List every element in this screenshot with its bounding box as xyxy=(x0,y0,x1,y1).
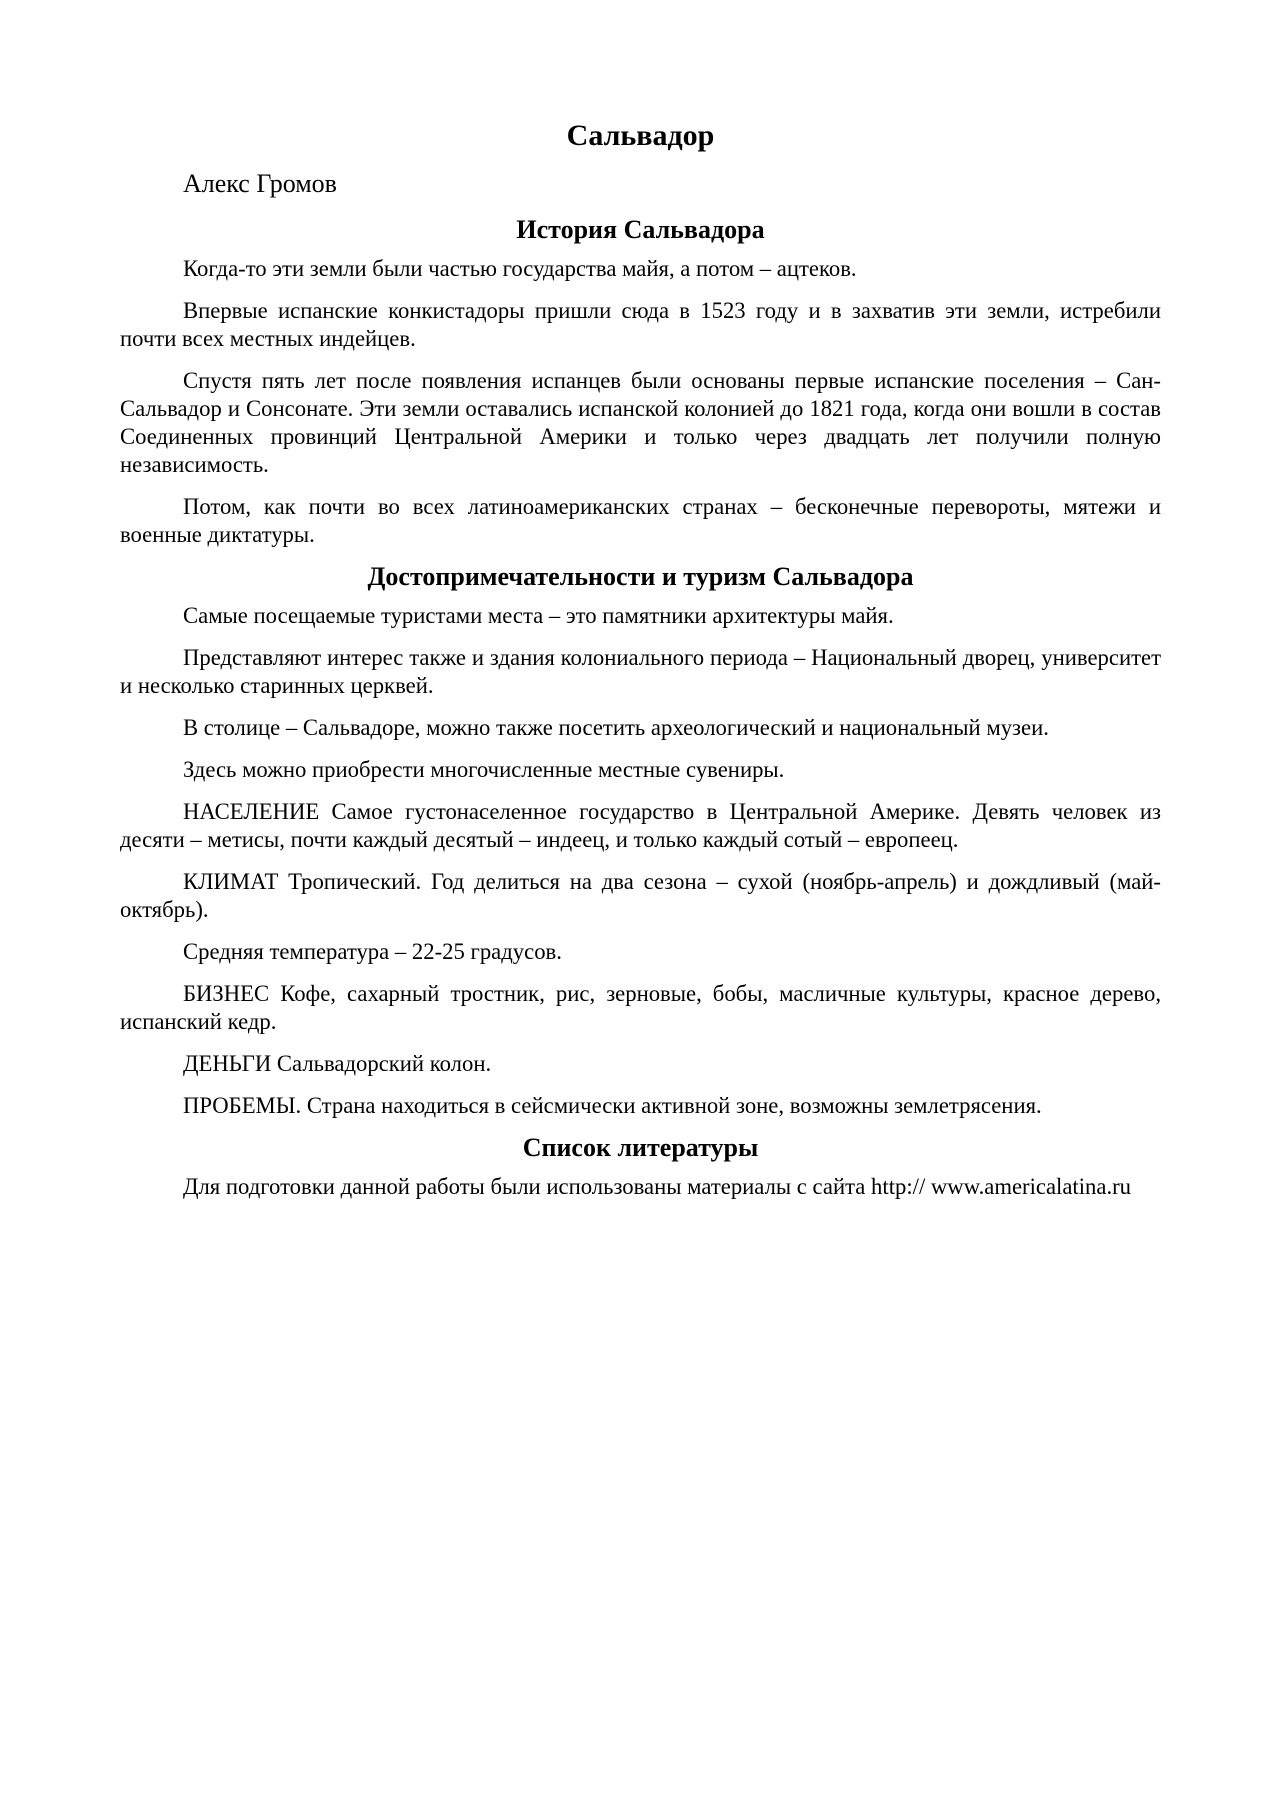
paragraph: Впервые испанские конкистадоры пришли сюда в 1523 году и в захватив эти земли, истребили почти всех местных индейцев. xyxy=(120,298,1161,351)
paragraph-references: Для подготовки данной работы были использованы материалы с сайта http:// www.americalatina.ru xyxy=(183,1174,1132,1199)
paragraph: Здесь можно приобрести многочисленные местные сувениры. xyxy=(183,757,785,782)
paragraph: Самые посещаемые туристами места – это памятники архитектуры майя. xyxy=(183,603,894,628)
paragraph-money: ДЕНЬГИ Сальвадорский колон. xyxy=(183,1051,492,1076)
paragraph: Потом, как почти во всех латиноамериканских странах – бесконечные перевороты, мятежи и военные диктатуры. xyxy=(120,494,1161,547)
paragraph-problems: ПРОБЕМЫ. Страна находиться в сейсмически активной зоне, возможны землетрясения. xyxy=(183,1093,1042,1118)
document-page xyxy=(120,118,1161,1215)
paragraph: Спустя пять лет после появления испанцев были основаны первые испанские поселения – Сан-Сальвадор и Сонсонате. Эти земли оставались испанской колонией до 1821 года, когда они вошли в состав Соединенных провинций Центральной Америки и только через двадцать лет получили полную независимость. xyxy=(120,368,1161,477)
paragraph-temperature: Средняя температура – 22-25 градусов. xyxy=(183,939,562,964)
paragraph-climate: КЛИМАТ Тропический. Год делиться на два сезона – сухой (ноябрь-апрель) и дождливый (май-октябрь). xyxy=(120,869,1161,922)
paragraph: Когда-то эти земли были частью государства майя, а потом – ацтеков. xyxy=(183,256,857,281)
section-heading-history: История Сальвадора xyxy=(516,215,765,244)
document-author: Алекс Громов xyxy=(183,169,337,198)
section-heading-references: Список литературы xyxy=(522,1133,759,1162)
paragraph-business: БИЗНЕС Кофе, сахарный тростник, рис, зерновые, бобы, масличные культуры, красное дерево, испанский кедр. xyxy=(120,981,1161,1034)
paragraph: Представляют интерес также и здания колониального периода – Национальный дворец, университет и несколько старинных церквей. xyxy=(120,645,1161,698)
document-title: Сальвадор xyxy=(566,119,715,152)
paragraph: В столице – Сальвадоре, можно также посетить археологический и национальный музеи. xyxy=(183,715,1049,740)
paragraph-population: НАСЕЛЕНИЕ Самое густонаселенное государство в Центральной Америке. Девять человек из десяти – метисы, почти каждый десятый – индеец, и только каждый сотый – европеец. xyxy=(120,799,1161,852)
section-heading-sights: Достопримечательности и туризм Сальвадора xyxy=(367,562,914,591)
